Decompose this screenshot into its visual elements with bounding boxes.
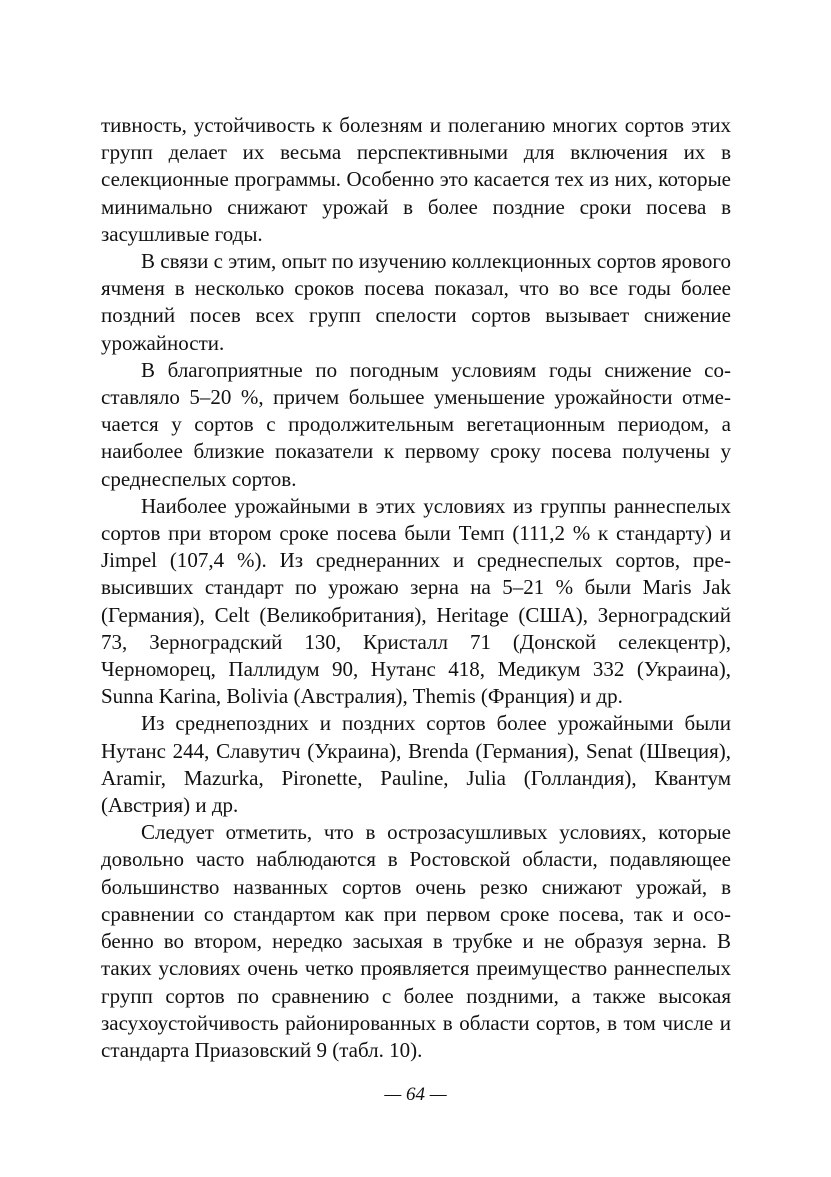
paragraph-continuation: тивность, устойчивость к болезням и полеганию многих сортов этих групп делает их весьма перспективными для включения их в селекционные программы. Особенно это касается тех из них, которые минимально снижают урожай в более поздние сроки посева в засушливые годы. (101, 113, 731, 246)
paragraph-high-yield-early-varieties: Наиболее урожайными в этих условиях из группы раннеспелых сортов при втором сроке посева были Темп (111,2 % к стандарту) и Jimpel (107,4 %). Из среднеранних и среднеспелых сортов, превысивших стандарт по урожаю зерна на 5–21 % были Maris Jak (Германия), Celt (Великобритания), Heritage (США), Зерноградский 73, Зерноградский 130, Кристалл 71 (Донской селекцентр), Черноморец, Паллидум 90, Нутанс 418, Медикум 332 (Украина), Sunna Karina, Bolivia (Австралия), Themis (Франция) и др. (101, 493, 731, 709)
page-number: — 64 — (384, 1084, 447, 1105)
paragraph-favorable-years: В благоприятные по погодным условиям годы снижение составляло 5–20 %, причем большее уменьшение урожайности отмечается у сортов с продолжительным вегетационным периодом, а наиболее близкие показатели к первому сроку посева получены у среднеспелых сортов. (101, 357, 731, 491)
paragraph-sowing-dates-experiment: В связи с этим, опыт по изучению коллекционных сортов ярового ячменя в несколько сроков посева показал, что во все годы более поздний посев всех групп спелости сортов вызывает снижение урожайности. (101, 249, 731, 355)
page-body (101, 112, 731, 1064)
paragraph-late-varieties: Из среднепоздних и поздних сортов более урожайными были Нутанс 244, Славутич (Украина), Brenda (Германия), Senat (Швеция), Aramir, Mazurka, Pironette, Pauline, Julia (Голландия), Квантум (Австрия) и др. (101, 711, 731, 818)
paragraph-drought-conditions: Следует отметить, что в острозасушливых условиях, которые довольно часто наблюдаются в Ростовской области, подавляющее большинство названных сортов очень резко снижают урожай, в сравнении со стандартом как при первом сроке посева, так и особенно во втором, нередко засыхая в трубке и не образуя зерна. В таких условиях очень четко проявляется преимущество раннеспелых групп сортов по сравнению с более поздними, а также высокая засухоустойчивость районированных в области сортов, в том числе и стандарта Приазовский 9 (табл. 10). (101, 820, 731, 1062)
